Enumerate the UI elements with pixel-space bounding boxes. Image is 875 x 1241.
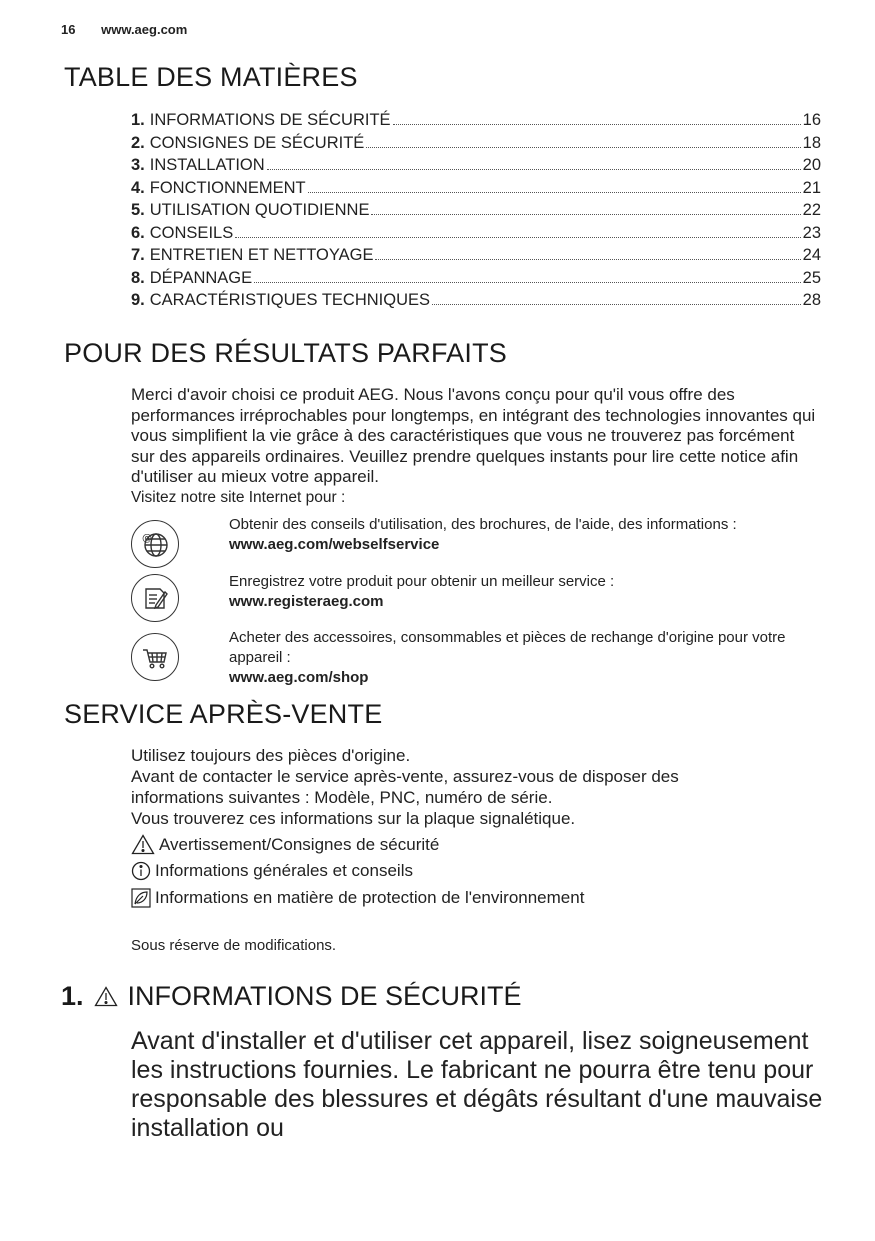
toc-item[interactable]: 7. ENTRETIEN ET NETTOYAGE 24 [131,244,821,267]
section-1-heading [61,981,522,1012]
section-number: 1. [61,981,84,1011]
toc-item-label: DÉPANNAGE [149,268,253,287]
toc-leader [235,237,800,238]
modification-note: Sous réserve de modifications. [131,937,337,954]
service-line-2: Avant de contacter le service après-vente, assurez-vous de disposer des informations suivantes : Modèle, PNC, numéro de série. [131,767,679,807]
toc-item-page: 25 [802,268,821,287]
page-number: 16 [61,22,76,37]
toc-leader [375,259,800,260]
legend-environment [131,888,584,908]
legend-environment-label: Informations en matière de protection de l'environnement [155,888,585,907]
toc-item[interactable]: 5. UTILISATION QUOTIDIENNE 22 [131,199,821,222]
header-site[interactable]: www.aeg.com [101,22,188,37]
table-of-contents [131,109,821,312]
toc-item[interactable]: 4. FONCTIONNEMENT 21 [131,177,821,200]
info-icon [131,861,151,881]
toc-item-page: 20 [802,156,821,174]
toc-leader [366,147,800,148]
toc-item[interactable]: 6. CONSEILS 23 [131,222,821,245]
toc-item[interactable]: 8. DÉPANNAGE 25 [131,267,821,290]
register-product-icon [131,574,179,622]
results-title: POUR DES RÉSULTATS PARFAITS [64,338,507,368]
svg-text:@: @ [142,533,152,544]
web-globe-icon [131,520,179,568]
results-intro: Merci d'avoir choisi ce produit AEG. Nous l'avons conçu pour qu'il vous offre des performances irréprochables pour longtemps, en intégrant des technologies innovantes qui vous simplifient la vie grâce à des caractéristiques que vous ne trouverez pas forcément sur des appareils ordinaires. Veuillez prendre quelques instants pour lire cette notice afin d'utiliser au mieux votre appareil. [131,385,816,486]
toc-leader [254,282,800,283]
service-line-1: Utilisez toujours des pièces d'origine. [131,746,411,765]
toc-item-label: INSTALLATION [149,156,265,174]
link-description: Enregistrez votre produit pour obtenir un meilleur service : [229,573,615,590]
environment-leaf-icon [131,888,151,908]
toc-item-page: 22 [802,201,821,219]
toc-item[interactable]: 9. CARACTÉRISTIQUES TECHNIQUES 28 [131,289,821,312]
toc-item-page: 18 [802,133,821,152]
toc-item-page: 16 [802,111,821,129]
toc-item-page: 24 [802,246,821,264]
toc-item-label: ENTRETIEN ET NETTOYAGE [149,246,374,264]
toc-leader [267,169,801,170]
toc-item[interactable]: 3. INSTALLATION 20 [131,154,821,177]
section-title: INFORMATIONS DE SÉCURITÉ [127,981,522,1011]
link-item-shop [131,628,821,690]
section-1-intro: Avant d'installer et d'utiliser cet appareil, lisez soigneusement les instructions fournies. Le fabricant ne pourra être tenu pour responsable des blessures et dégâts résultant d'une mauvaise installation ou [131,1027,823,1142]
link-description: Acheter des accessoires, consommables et pièces de rechange d'origine pour votre appareil : [229,629,786,666]
warning-triangle-icon [94,986,118,1007]
link-item-webselfservice [131,515,821,575]
warning-triangle-icon [131,834,155,855]
visit-text: Visitez notre site Internet pour : [131,489,346,506]
toc-item-label: CARACTÉRISTIQUES TECHNIQUES [149,291,430,309]
toc-item-label: CONSEILS [149,223,234,242]
link-description: Obtenir des conseils d'utilisation, des brochures, de l'aide, des informations : [229,516,737,533]
toc-leader [371,214,800,215]
toc-item-label: INFORMATIONS DE SÉCURITÉ [149,111,391,129]
legend-warning-label: Avertissement/Consignes de sécurité [159,834,440,854]
service-line-3: Vous trouverez ces informations sur la plaque signalétique. [131,809,576,828]
legend-warning [131,834,439,855]
toc-item-label: CONSIGNES DE SÉCURITÉ [149,133,365,152]
registeraeg-link[interactable]: www.registeraeg.com [229,593,384,610]
toc-leader [308,192,801,193]
toc-item[interactable]: 2. CONSIGNES DE SÉCURITÉ 18 [131,132,821,155]
service-title: SERVICE APRÈS-VENTE [64,699,383,729]
page-header [61,22,187,37]
toc-leader [432,304,801,305]
toc-item-label: UTILISATION QUOTIDIENNE [149,201,370,219]
toc-item-page: 28 [802,291,821,309]
shop-link[interactable]: www.aeg.com/shop [229,669,369,686]
toc-item[interactable]: 1. INFORMATIONS DE SÉCURITÉ 16 [131,109,821,132]
toc-item-page: 23 [802,223,821,242]
webselfservice-link[interactable]: www.aeg.com/webselfservice [229,536,440,553]
toc-leader [393,124,801,125]
toc-item-page: 21 [802,178,821,197]
toc-item-label: FONCTIONNEMENT [149,178,306,197]
legend-info [131,861,413,881]
toc-title: TABLE DES MATIÈRES [64,62,358,92]
link-item-register [131,572,821,628]
shopping-cart-icon [131,633,179,681]
legend-info-label: Informations générales et conseils [155,861,413,880]
